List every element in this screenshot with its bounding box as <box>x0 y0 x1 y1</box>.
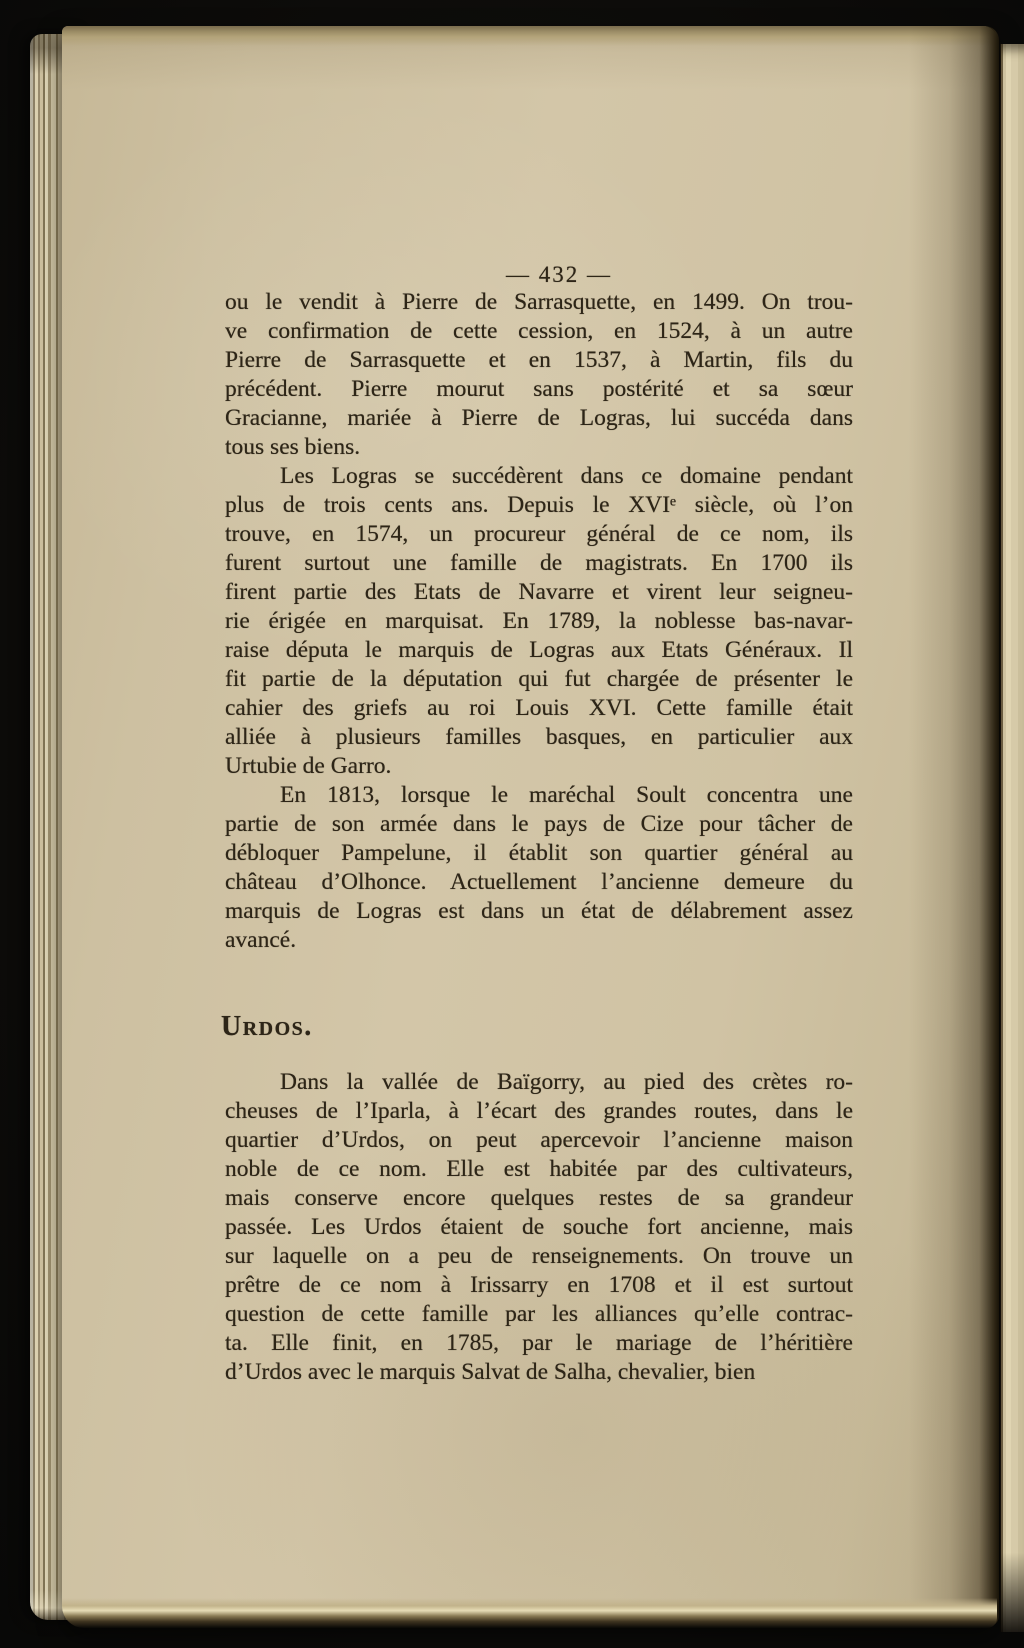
paragraph <box>225 462 853 781</box>
text-line: mais conserve encore quelques restes de sa grandeur <box>225 1185 853 1211</box>
page-content <box>221 26 853 1626</box>
paragraph <box>225 1068 853 1387</box>
text-line: sur laquelle on a peu de renseignements. On trouve un <box>225 1243 853 1269</box>
text-line: prêtre de ce nom à Irissarry en 1708 et il est surtout <box>225 1272 853 1298</box>
book-page <box>62 26 997 1626</box>
text-line: plus de trois cents ans. Depuis le XVIᵉ siècle, où l’on <box>225 492 853 518</box>
text-line: précédent. Pierre mourut sans postérité et sa sœur <box>225 376 853 402</box>
body-text-urdos <box>225 1068 853 1387</box>
text-line: quartier d’Urdos, on peut apercevoir l’ancienne maison <box>225 1127 853 1153</box>
text-line: Gracianne, mariée à Pierre de Logras, lui succéda dans <box>225 405 853 431</box>
text-line: Pierre de Sarrasquette et en 1537, à Martin, fils du <box>225 347 853 373</box>
text-line: cheuses de l’Iparla, à l’écart des grandes routes, dans le <box>225 1098 853 1124</box>
text-line: avancé. <box>225 927 297 953</box>
page-bottom-edge <box>62 1598 997 1628</box>
text-line: trouve, en 1574, un procureur général de ce nom, ils <box>225 521 853 547</box>
text-line: ta. Elle finit, en 1785, par le mariage de l’héritière <box>225 1330 853 1356</box>
paragraph <box>225 288 853 462</box>
text-line: d’Urdos avec le marquis Salvat de Salha, chevalier, bien <box>225 1359 756 1385</box>
text-line: tous ses biens. <box>225 434 361 460</box>
paragraph <box>225 781 853 955</box>
text-line: En 1813, lorsque le maréchal Soult concentra une <box>280 782 853 808</box>
text-line: château d’Olhonce. Actuellement l’ancienne demeure du <box>225 869 853 895</box>
text-line: furent surtout une famille de magistrats. En 1700 ils <box>225 550 853 576</box>
next-page-edge <box>1000 44 1024 1632</box>
text-line: Les Logras se succédèrent dans ce domaine pendant <box>280 463 853 489</box>
section-heading: Urdos. <box>221 1011 313 1042</box>
text-line: firent partie des Etats de Navarre et virent leur seigneu- <box>225 579 853 605</box>
text-line: cahier des griefs au roi Louis XVI. Cette famille était <box>225 695 853 721</box>
text-line: Urtubie de Garro. <box>225 753 392 779</box>
body-text-main <box>225 288 853 955</box>
text-line: alliée à plusieurs familles basques, en particulier aux <box>225 724 853 750</box>
text-line: fit partie de la députation qui fut chargée de présenter le <box>225 666 853 692</box>
text-line: passée. Les Urdos étaient de souche fort ancienne, mais <box>225 1214 853 1240</box>
text-line: noble de ce nom. Elle est habitée par des cultivateurs, <box>225 1156 853 1182</box>
gutter-shadow <box>909 26 999 1626</box>
text-line: marquis de Logras est dans un état de délabrement assez <box>225 898 853 924</box>
text-line: ou le vendit à Pierre de Sarrasquette, en 1499. On trou- <box>225 289 853 315</box>
text-line: rie érigée en marquisat. En 1789, la noblesse bas-navar- <box>225 608 853 634</box>
text-line: raise députa le marquis de Logras aux Etats Généraux. Il <box>225 637 853 663</box>
text-line: Dans la vallée de Baïgorry, au pied des crètes ro- <box>280 1069 853 1095</box>
text-line: débloquer Pampelune, il établit son quartier général au <box>225 840 853 866</box>
text-line: ve confirmation de cette cession, en 1524, à un autre <box>225 318 853 344</box>
page-number: — 432 — <box>506 262 612 287</box>
text-line: question de cette famille par les alliances qu’elle contrac- <box>225 1301 853 1327</box>
text-line: partie de son armée dans le pays de Cize pour tâcher de <box>225 811 853 837</box>
